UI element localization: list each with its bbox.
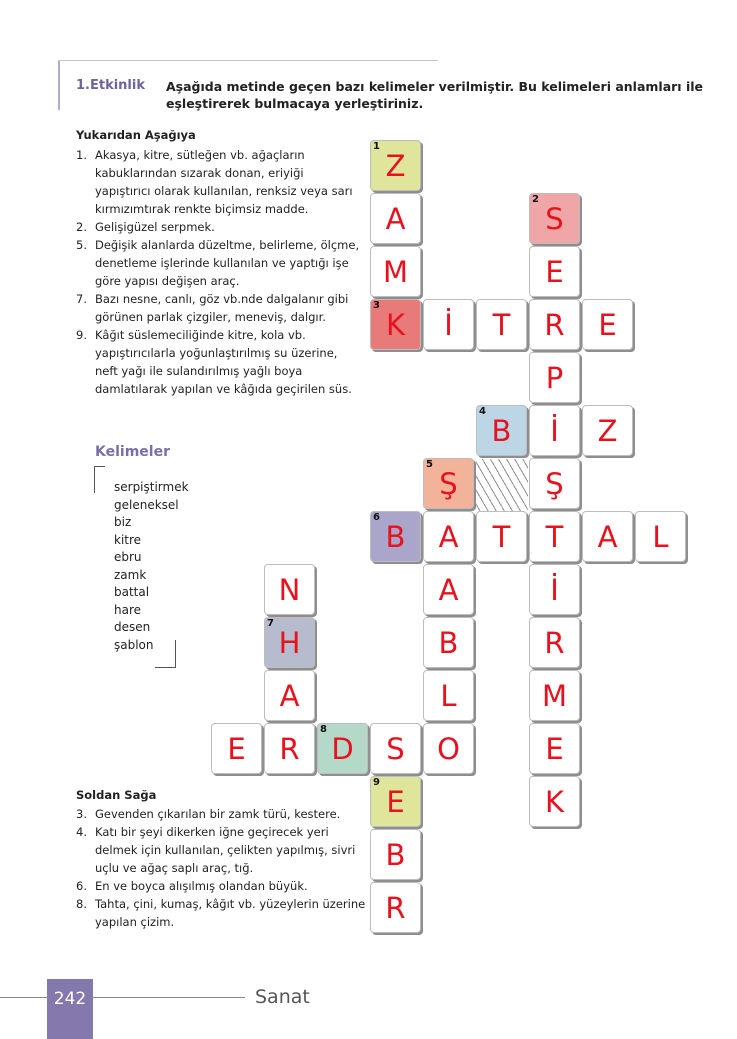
crossword-cell (529, 352, 580, 403)
cell-letter: B (438, 626, 459, 660)
cell-letter: R (544, 626, 565, 660)
cell-number: 7 (267, 618, 274, 629)
cell-letter: T (492, 520, 511, 554)
crossword-cell-numbered (370, 299, 421, 350)
cell-letter: S (545, 202, 564, 236)
header-accent-bar (58, 60, 60, 110)
crossword-cell (529, 299, 580, 350)
across-clue (76, 805, 366, 823)
across-clue (76, 823, 366, 877)
cell-letter: N (278, 573, 301, 607)
cell-letter: R (279, 732, 300, 766)
word-bank-bracket-bottom (155, 640, 176, 668)
cell-letter: E (598, 308, 617, 342)
crossword-cell-numbered (370, 140, 421, 191)
crossword-cell (423, 299, 474, 350)
word-bank-item: geleneksel (114, 497, 179, 512)
across-clue-list (76, 805, 366, 931)
crossword-cell (264, 670, 315, 721)
crossword-cell (529, 511, 580, 562)
clue-number: 9. (76, 328, 87, 342)
crossword-cell (423, 723, 474, 774)
cell-letter: L (440, 679, 457, 713)
crossword-cell (582, 511, 633, 562)
crossword-cell (476, 511, 527, 562)
crossword-cell (529, 458, 580, 509)
cell-number: 3 (373, 300, 380, 311)
clue-number: 6. (76, 879, 87, 893)
cell-letter: Z (597, 414, 618, 448)
crossword-cell-numbered (317, 723, 368, 774)
clue-text: Tahta, çini, kumaş, kâğıt vb. yüzeylerin üzerine yapılan çizim. (95, 897, 366, 929)
word-bank-item: battal (114, 585, 150, 599)
crossword-cell (476, 299, 527, 350)
cell-number: 6 (373, 512, 380, 523)
crossword-cell (529, 776, 580, 827)
crossword-cell (370, 246, 421, 297)
crossword-cell (211, 723, 262, 774)
cell-letter: K (385, 308, 406, 342)
crossword-cell-numbered (370, 776, 421, 827)
cell-number: 2 (532, 194, 539, 205)
crossword-cell (529, 723, 580, 774)
cell-letter: Ş (545, 467, 564, 501)
cell-letter: A (438, 573, 459, 607)
cell-letter: A (438, 520, 459, 554)
word-bank-list (114, 479, 189, 654)
cell-letter: E (545, 255, 564, 289)
subject-name: Sanat (255, 986, 310, 1008)
crossword-cell (423, 564, 474, 615)
crossword-cell (529, 246, 580, 297)
cell-number: 5 (426, 459, 433, 470)
cell-letter: T (545, 520, 564, 554)
activity-instruction: Aşağıda metinde geçen bazı kelimeler verilmiştir. Bu kelimeleri anlamları ile eşleştirerek bulmacaya yerleştiriniz. (166, 79, 703, 111)
across-clue (76, 895, 366, 931)
cell-letter: E (227, 732, 246, 766)
cell-letter: Ş (439, 467, 458, 501)
crossword-cell (370, 882, 421, 933)
crossword-cell-numbered (476, 405, 527, 456)
word-bank-item: zamk (114, 567, 147, 582)
cell-number: 4 (479, 406, 486, 417)
clue-text: En ve boyca alışılmış olandan büyük. (95, 879, 308, 893)
clue-text: Akasya, kitre, sütleğen vb. ağaçların kabuklarından sızarak donan, eriyiği yapıştırıcı olarak kullanılan, renksiz veya sarı kırmızımtırak renkte biçimsiz madde. (95, 148, 353, 216)
cell-letter: İ (444, 308, 453, 342)
cell-letter: A (279, 679, 300, 713)
word-bank-item: şablon (114, 637, 154, 652)
cell-number: 9 (373, 777, 380, 788)
hatched-blank-square (476, 459, 528, 511)
cell-letter: K (544, 785, 565, 819)
clue-text: Kâğıt süslemeciliğinde kitre, kola vb. yapıştırıcılarla yoğunlaştırılmış su üzerine, neft yağı ile sulandırılmış yağlı boya damlatılarak yapılan ve kâğıda geçirilen süs. (95, 328, 352, 396)
crossword-cell (529, 564, 580, 615)
clue-number: 7. (76, 292, 87, 306)
crossword-cell (635, 511, 686, 562)
crossword-cell-numbered (264, 617, 315, 668)
word-bank-bracket-top (94, 466, 105, 493)
cell-number: 1 (373, 141, 380, 152)
word-bank-item: ebru (114, 550, 142, 564)
crossword-cell-numbered (370, 511, 421, 562)
clue-number: 5. (76, 238, 87, 252)
crossword-cell (264, 564, 315, 615)
cell-letter: H (278, 626, 301, 660)
crossword-cell (264, 723, 315, 774)
clue-number: 8. (76, 897, 87, 911)
cell-letter: İ (550, 414, 559, 448)
clue-number: 2. (76, 220, 87, 234)
crossword-cell (529, 670, 580, 721)
clue-text: Değişik alanlarda düzeltme, belirleme, ölçme, denetleme işlerinde kullanılan ve yaptığı işe göre yapısı değişen araç. (95, 238, 360, 288)
cell-letter: E (386, 785, 405, 819)
word-bank-item: kitre (114, 532, 142, 547)
crossword-cell (423, 670, 474, 721)
down-clue-list (76, 146, 361, 398)
down-clue (76, 290, 361, 326)
header-rule (58, 60, 438, 61)
cell-letter: T (492, 308, 511, 342)
crossword-cell-numbered (529, 193, 580, 244)
clue-number: 4. (76, 825, 87, 839)
activity-label: 1.Etkinlik (76, 78, 145, 93)
cell-letter: E (545, 732, 564, 766)
cell-letter: Z (385, 149, 406, 183)
footer-rule (0, 997, 245, 998)
cell-letter: O (437, 732, 460, 766)
cell-letter: A (597, 520, 618, 554)
clue-text: Bazı nesne, canlı, göz vb.nde dalgalanır gibi görünen parlak çizgiler, meneviş, dalgır. (95, 292, 349, 324)
cell-letter: A (385, 202, 406, 236)
cell-letter: P (545, 361, 564, 395)
cell-letter: İ (550, 573, 559, 607)
crossword-cell (529, 405, 580, 456)
crossword-cell-numbered (423, 458, 474, 509)
across-section-title: Soldan Sağa (76, 788, 157, 802)
crossword-cell (582, 405, 633, 456)
page-number: 242 (53, 989, 87, 1009)
clue-text: Gelişigüzel serpmek. (95, 220, 215, 234)
cell-letter: B (385, 838, 406, 872)
down-clue (76, 236, 361, 290)
clue-number: 3. (76, 807, 87, 821)
crossword-cell (370, 723, 421, 774)
down-clue (76, 218, 361, 236)
word-bank-item: biz (114, 515, 132, 529)
cell-letter: M (382, 255, 409, 289)
crossword-cell (529, 617, 580, 668)
clue-text: Gevenden çıkarılan bir zamk türü, kestere. (95, 807, 341, 821)
clue-number: 1. (76, 148, 87, 162)
down-clue (76, 146, 361, 218)
word-bank-item: hare (114, 602, 142, 617)
cell-letter: S (386, 732, 405, 766)
across-clue (76, 877, 366, 895)
down-section-title: Yukarıdan Aşağıya (76, 128, 196, 142)
page-number-tab (47, 979, 93, 1039)
cell-letter: D (331, 732, 354, 766)
crossword-cell (370, 193, 421, 244)
cell-letter: B (385, 520, 406, 554)
cell-letter: R (544, 308, 565, 342)
cell-number: 8 (320, 724, 327, 735)
crossword-cell (582, 299, 633, 350)
cell-letter: L (652, 520, 669, 554)
crossword-cell (423, 511, 474, 562)
cell-letter: R (385, 891, 406, 925)
cell-letter: M (541, 679, 568, 713)
word-bank-item: desen (114, 620, 151, 634)
crossword-cell (423, 617, 474, 668)
crossword-cell (370, 829, 421, 880)
word-bank-title: Kelimeler (95, 444, 170, 460)
word-bank-item: serpiştirmek (114, 480, 189, 494)
down-clue (76, 326, 361, 398)
cell-letter: B (491, 414, 512, 448)
clue-text: Katı bir şeyi dikerken iğne geçirecek yeri delmek için kullanılan, çelikten yapılmış, sivri uçlu ve ağaç saplı araç, tığ. (95, 825, 356, 875)
